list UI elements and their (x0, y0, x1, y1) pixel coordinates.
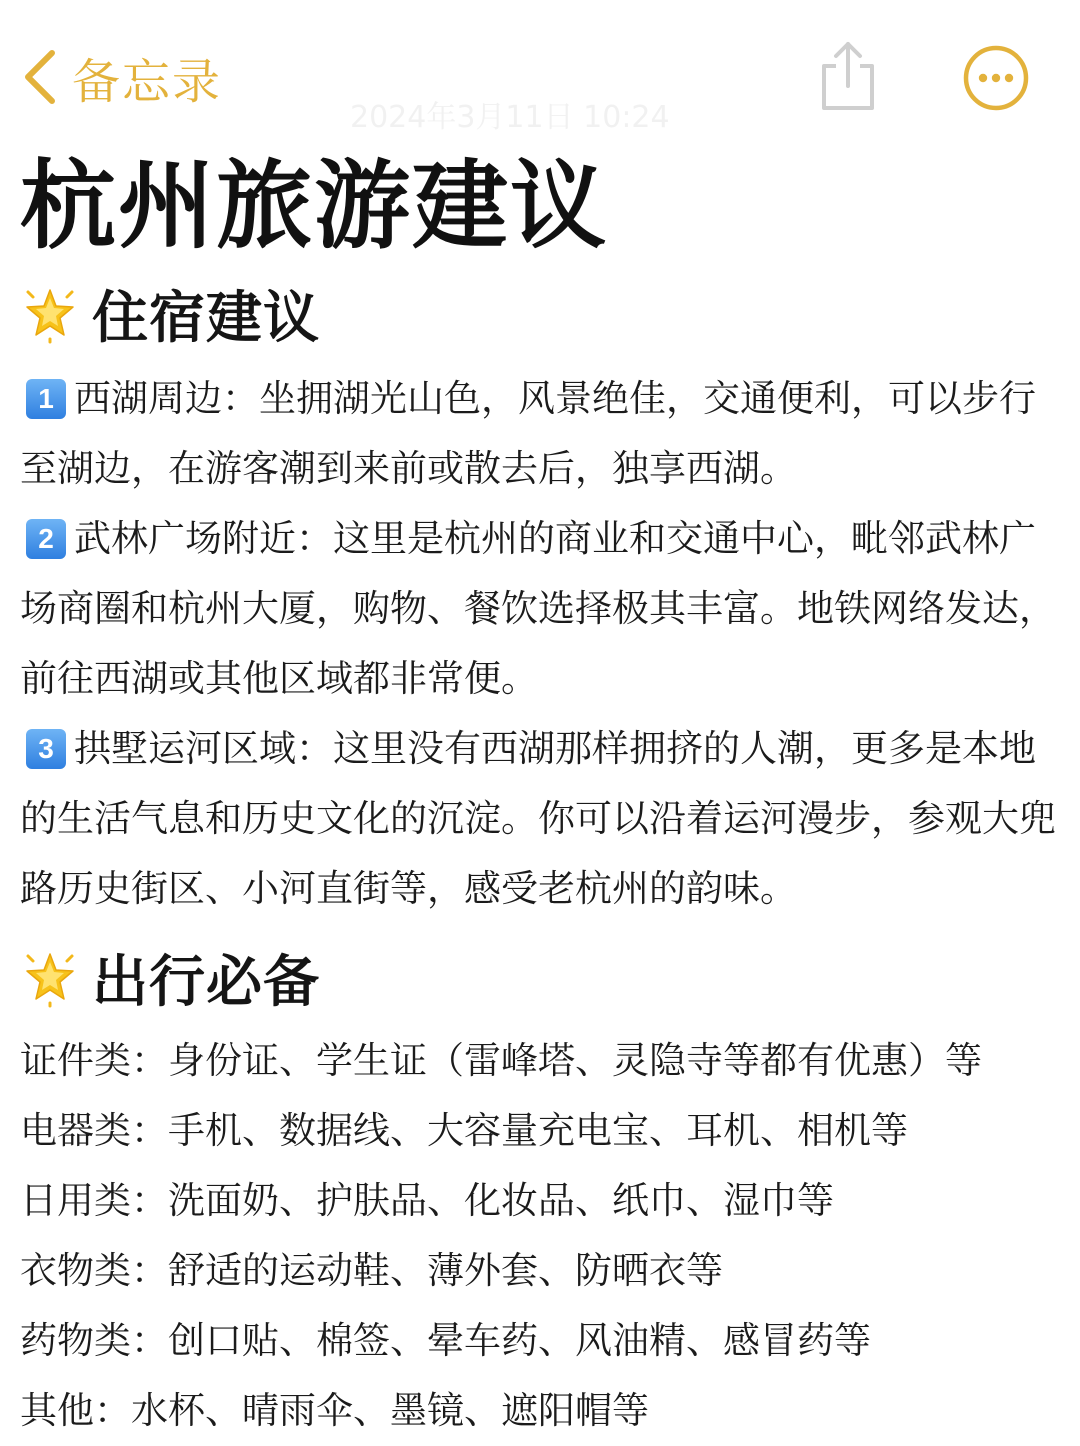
ellipsis-circle-icon (962, 44, 1030, 112)
list-item-text: 拱墅运河区域：这里没有西湖那样拥挤的人潮，更多是本地的生活气息和历史文化的沉淀。你可以沿着运河漫步，参观大兜路历史街区、小河直街等，感受老杭州的韵味。 (20, 727, 1056, 910)
list-item: 药物类：创口贴、棉签、晕车药、风油精、感冒药等 (20, 1319, 871, 1362)
list-item: 证件类：身份证、学生证（雷峰塔、灵隐寺等都有优惠）等 (20, 1039, 982, 1082)
chevron-left-icon (22, 49, 58, 105)
list-item-text: 西湖周边：坐拥湖光山色，风景绝佳，交通便利，可以步行至湖边，在游客潮到来前或散去后，独享西湖。 (20, 377, 1036, 490)
section-title: 出行必备 (92, 950, 320, 1015)
section-header-essentials (20, 936, 1065, 1020)
note-title: 杭州旅游建议 (20, 150, 608, 262)
share-icon (812, 38, 884, 114)
list-item: 日用类：洗面奶、护肤品、化妆品、纸巾、湿巾等 (20, 1179, 834, 1222)
section-header-accommodation (20, 272, 1065, 356)
share-button[interactable] (812, 38, 884, 114)
section-title: 住宿建议 (92, 286, 320, 351)
number-3-icon: 3 (26, 729, 66, 769)
more-options-button[interactable] (962, 44, 1030, 112)
glowing-star-icon (20, 948, 80, 1008)
navigation-bar (0, 0, 1080, 150)
list-item: 电器类：手机、数据线、大容量充电宝、耳机、相机等 (20, 1109, 908, 1152)
number-1-icon: 1 (26, 379, 66, 419)
list-item: 衣物类：舒适的运动鞋、薄外套、防晒衣等 (20, 1249, 723, 1292)
note-body[interactable] (20, 150, 1065, 1446)
list-item (20, 364, 1065, 504)
back-button[interactable] (22, 42, 222, 112)
note-timestamp: 2024年3月11日 10:24 (350, 100, 670, 135)
list-item (20, 504, 1065, 714)
essentials-list (20, 1026, 1065, 1446)
glowing-star-icon (20, 284, 80, 344)
accommodation-list (20, 364, 1065, 924)
list-item-text: 武林广场附近：这里是杭州的商业和交通中心，毗邻武林广场商圈和杭州大厦，购物、餐饮选择极其丰富。地铁网络发达，前往西湖或其他区域都非常便。 (20, 517, 1056, 700)
list-item: 其他：水杯、晴雨伞、墨镜、遮阳帽等 (20, 1389, 649, 1432)
number-2-icon: 2 (26, 519, 66, 559)
list-item (20, 714, 1065, 924)
back-label: 备忘录 (72, 53, 223, 110)
